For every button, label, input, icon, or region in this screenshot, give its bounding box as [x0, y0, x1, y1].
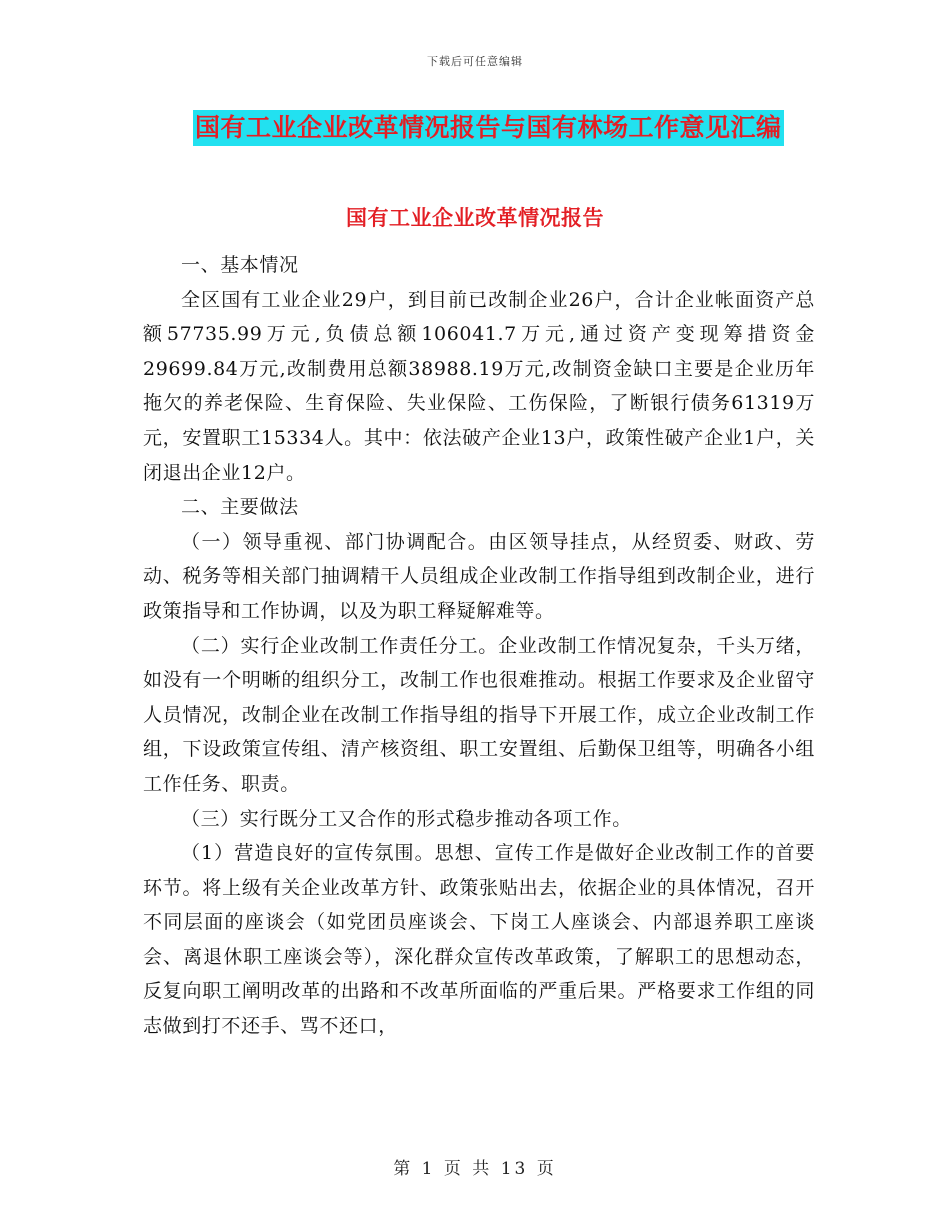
- main-title: 国有工业企业改革情况报告与国有林场工作意见汇编: [193, 110, 784, 146]
- paragraph: （三）实行既分工又合作的形式稳步推动各项工作。: [181, 807, 632, 830]
- sub-title: 国有工业企业改革情况报告: [346, 205, 604, 230]
- paragraph: （1）营造良好的宣传氛围。思想、宣传工作是做好企业改制工作的首要环节。将上级有关企业改革方针、政策张贴出去，依据企业的具体情况，召开不同层面的座谈会（如党团员座谈会、下岗工人座谈会、内部退养职工座谈会、离退休职工座谈会等），深化群众宣传改革政策，了解职工的思想动态，反复向职工阐明改革的出路和不改革所面临的严重后果。严格要求工作组的同志做到打不还手、骂不还口，: [143, 842, 815, 1038]
- header-note: 下载后可任意编辑: [427, 55, 523, 68]
- paragraph-section-heading: 一、基本情况: [181, 254, 299, 276]
- paragraph: 全区国有工业企业29户，到目前已改制企业26户，合计企业帐面资产总额57735.99万元,负债总额106041.7万元,通过资产变现筹措资金29699.84万元,改制费用总额38988.19万元,改制资金缺口主要是企业历年拖欠的养老保险、生育保险、失业保险、工伤保险，了断银行债务61319万元，安置职工15334人。其中：依法破产企业13户，政策性破产企业1户，关闭退出企业12户。: [143, 288, 815, 484]
- document-body: [143, 248, 815, 1044]
- paragraph-section-heading: 二、主要做法: [181, 496, 299, 519]
- paragraph: （二）实行企业改制工作责任分工。企业改制工作情况复杂，千头万绪，如没有一个明晰的组织分工，改制工作也很难推动。根据工作要求及企业留守人员情况，改制企业在改制工作指导组的指导下开展工作，成立企业改制工作组，下设政策宣传组、清产核资组、职工安置组、后勤保卫组等，明确各小组工作任务、职责。: [143, 634, 815, 795]
- paragraph: （一）领导重视、部门协调配合。由区领导挂点，从经贸委、财政、劳动、税务等相关部门抽调精干人员组成企业改制工作指导组到改制企业，进行政策指导和工作协调，以及为职工释疑解难等。: [143, 530, 815, 622]
- page-footer: 第 1 页 共 13 页: [393, 1159, 557, 1179]
